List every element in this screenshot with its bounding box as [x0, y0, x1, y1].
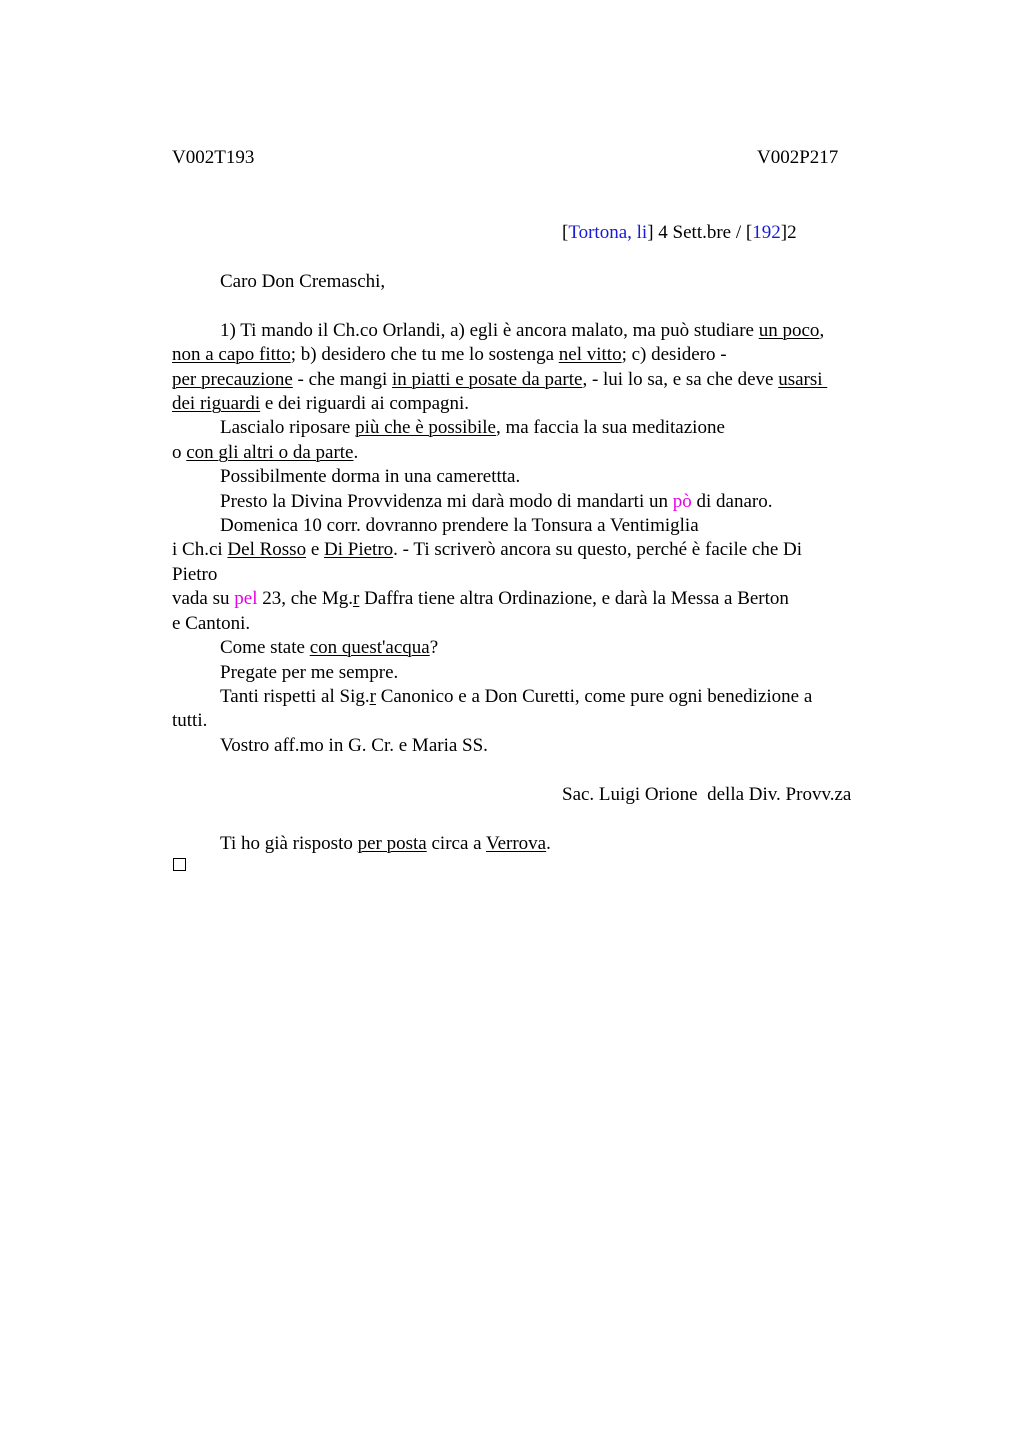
body-line: non a capo fitto; b) desidero che tu me lo sostenga nel vitto; c) desidero - [172, 344, 727, 365]
body-line: Domenica 10 corr. dovranno prendere la Tonsura a Ventimiglia [220, 515, 699, 536]
body-line: Presto la Divina Provvidenza mi darà modo di mandarti un pò di danaro. [220, 491, 773, 512]
body-line: i Ch.ci Del Rosso e Di Pietro. - Ti scriverò ancora su questo, perché è facile che Di [172, 539, 803, 560]
body-line: per precauzione - che mangi in piatti e posate da parte, - lui lo sa, e sa che deve usarsi [172, 369, 828, 390]
body-line: Possibilmente dorma in una camerettta. [220, 466, 521, 487]
body-line: Come state con quest'acqua? [220, 637, 439, 658]
body-line: Tanti rispetti al Sig.r Canonico e a Don Curetti, come pure ogni benedizione a [220, 686, 813, 707]
body-line: tutti. [172, 710, 208, 731]
body-line: Lascialo riposare più che è possibile, ma faccia la sua meditazione [220, 417, 725, 438]
closing: Vostro aff.mo in G. Cr. e Maria SS. [220, 735, 488, 756]
dateline: [Tortona, li] 4 Sett.bre / [192]2 [562, 222, 797, 243]
body-line: e Cantoni. [172, 613, 251, 634]
checkbox-square-icon [173, 858, 186, 871]
body-line: 1) Ti mando il Ch.co Orlandi, a) egli è ancora malato, ma può studiare un poco, [220, 320, 825, 341]
dateline-place: Tortona, li [568, 222, 648, 243]
header-right-code: V002P217 [757, 147, 839, 168]
header-left-code: V002T193 [172, 147, 255, 168]
body-line: o con gli altri o da parte. [172, 442, 359, 463]
body-line: Pregate per me sempre. [220, 662, 399, 683]
salutation: Caro Don Cremaschi, [220, 271, 386, 292]
body-line: dei riguardi e dei riguardi ai compagni. [172, 393, 470, 414]
signature: Sac. Luigi Orione della Div. Provv.za [562, 784, 852, 805]
dateline-year: 192 [752, 222, 781, 243]
postscript: Ti ho già risposto per posta circa a Verrova. [220, 833, 551, 854]
body-line: vada su pel 23, che Mg.r Daffra tiene altra Ordinazione, e darà la Messa a Berton [172, 588, 789, 609]
body-line: Pietro [172, 564, 218, 585]
